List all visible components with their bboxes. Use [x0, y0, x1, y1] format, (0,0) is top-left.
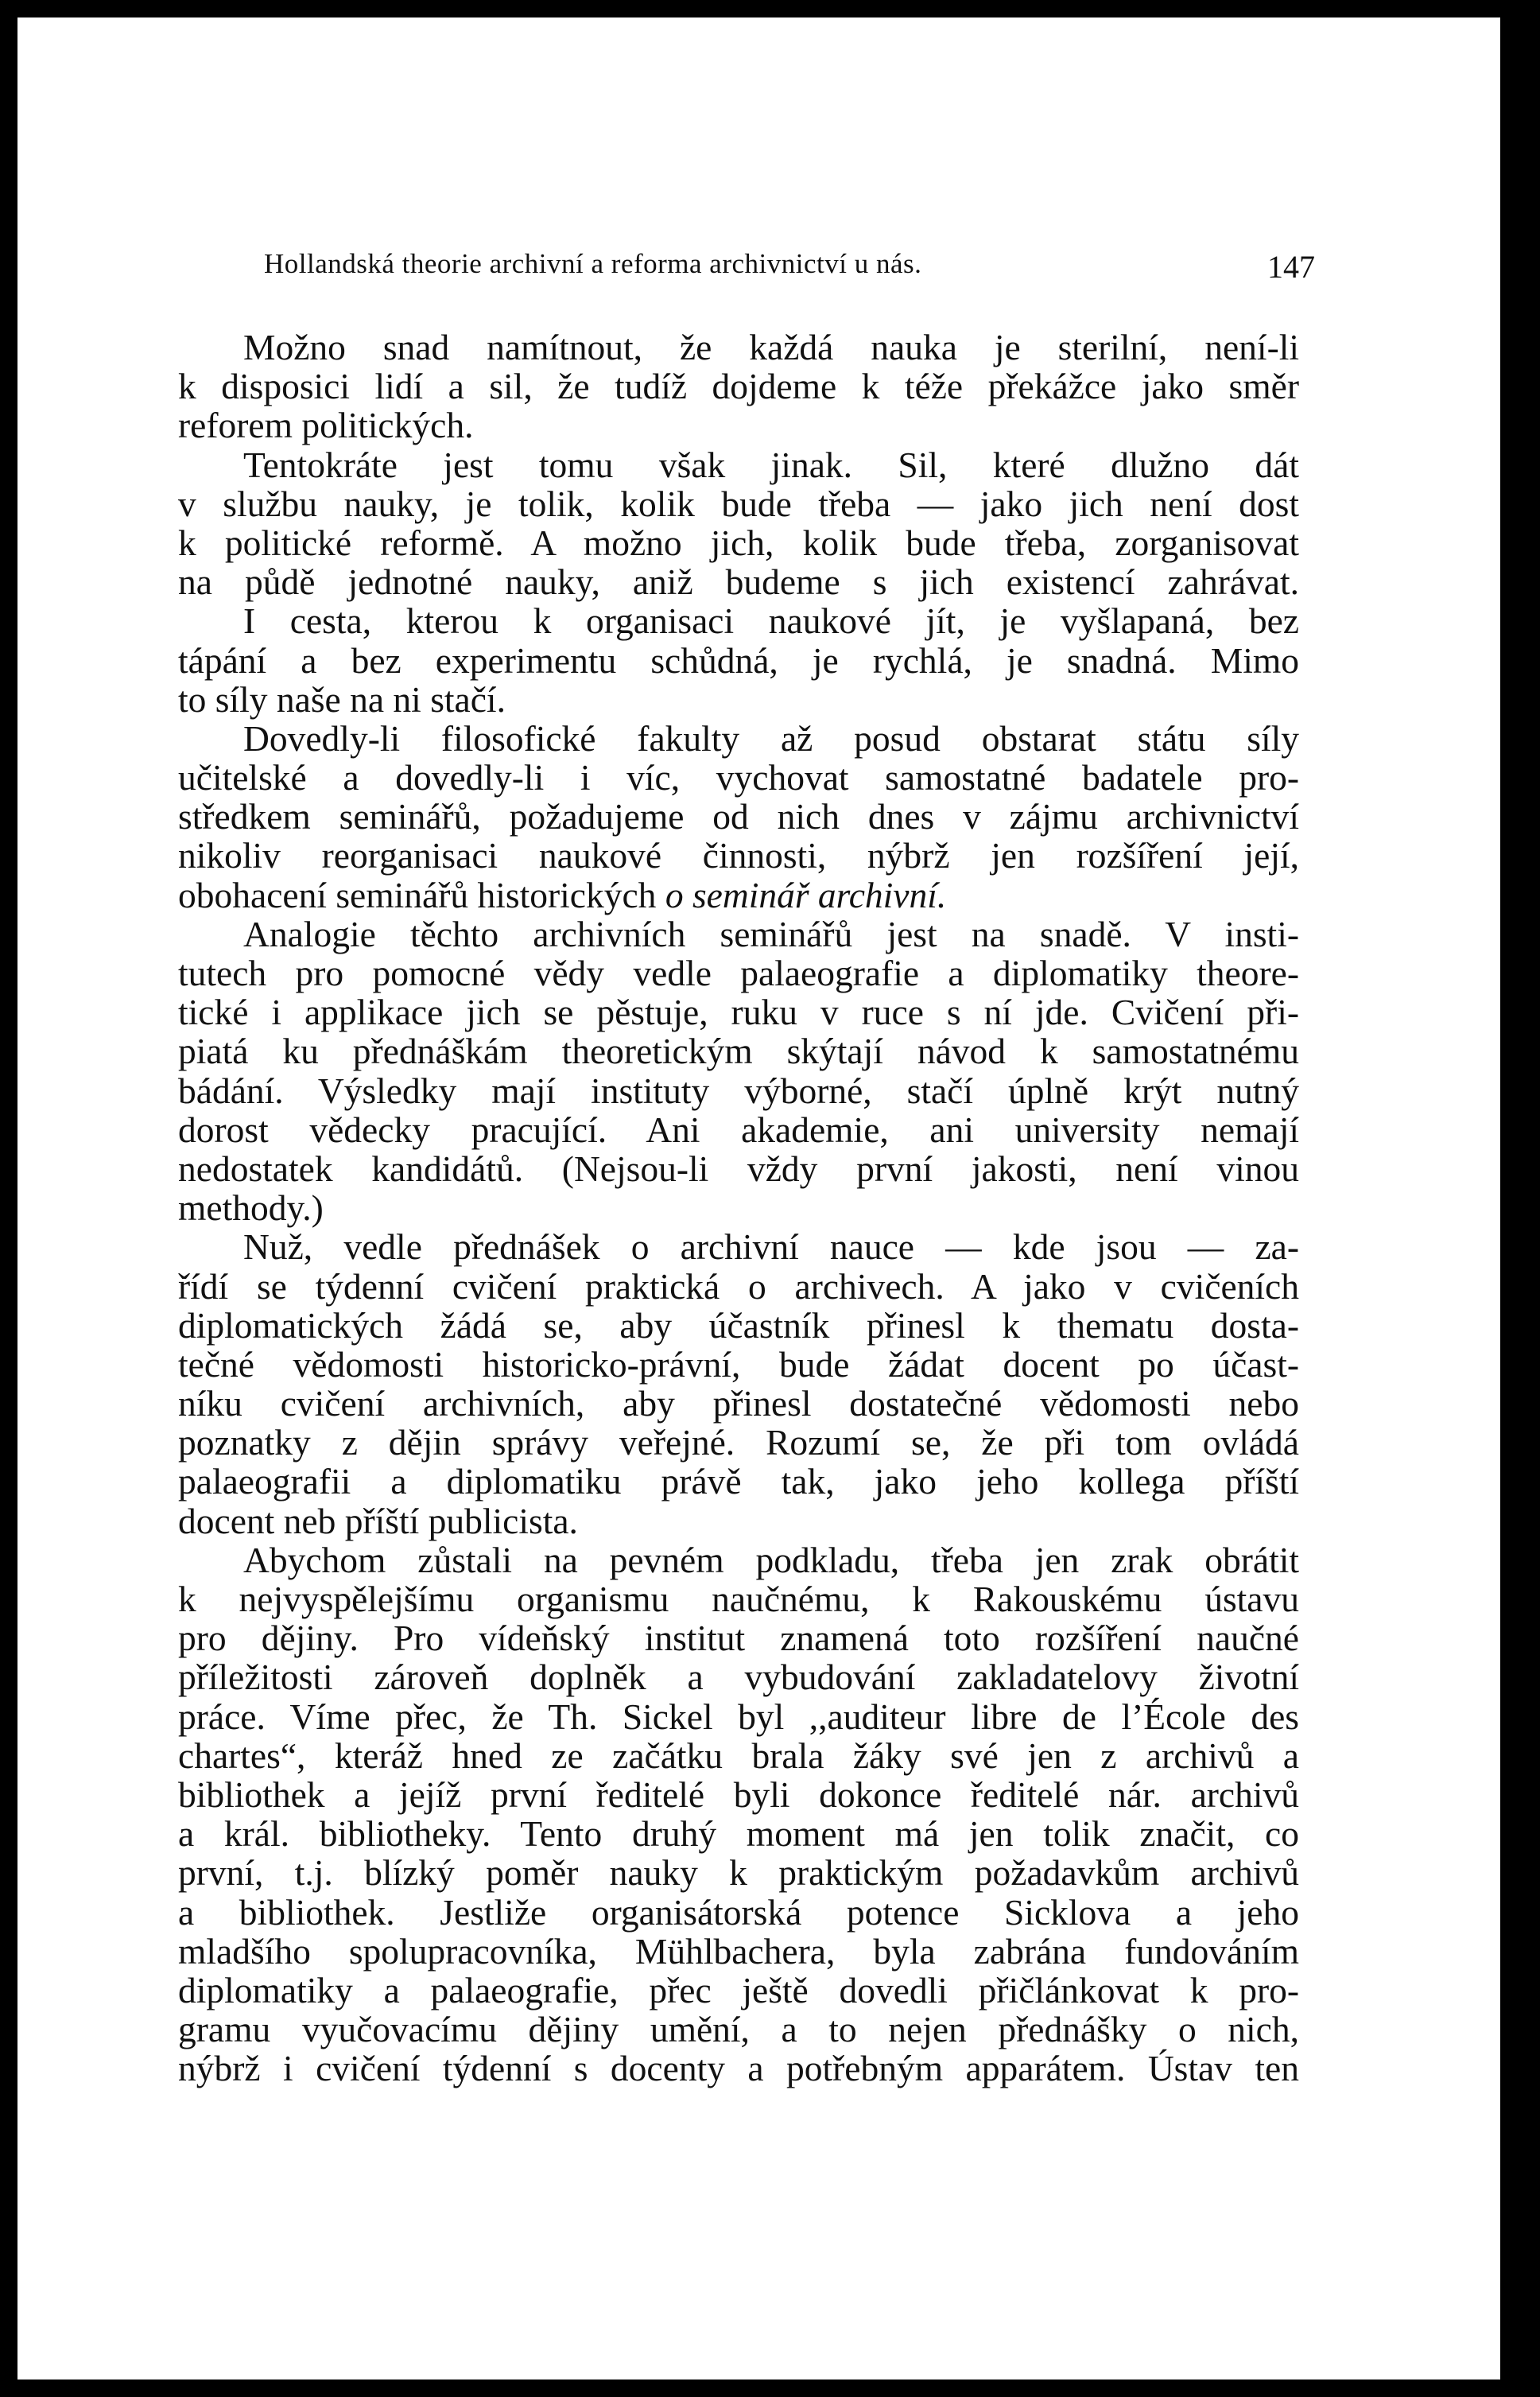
text-line: methody.)	[178, 1187, 324, 1229]
text-line: diplomatiky a palaeografie, přec ještě dovedli přičlánkovat k pro-	[178, 1969, 1299, 2010]
text-line: Nuž, vedle přednášek o archivní nauce — kde jsou — za-	[243, 1226, 1299, 1268]
text-line: bádání. Výsledky mají instituty výborné, stačí úplně krýt nutný	[178, 1070, 1299, 1111]
text-line	[178, 876, 1299, 915]
text-line: tápání a bez experimentu schůdná, je rychlá, je snadná. Mimo	[178, 639, 1299, 681]
running-header: Hollandská theorie archivní a reforma archivnictví u nás.	[264, 248, 922, 279]
text-line: na půdě jednotné nauky, aniž budeme s jich existencí zahrávat.	[178, 561, 1299, 603]
text-line: reforem politických.	[178, 405, 474, 446]
text-line: I cesta, kterou k organisaci naukové jít, je vyšlapaná, bez	[243, 600, 1299, 642]
text-line: a král. bibliotheky. Tento druhý moment má jen tolik značit, co	[178, 1813, 1299, 1855]
text-line: Možno snad namítnout, že každá nauka je sterilní, není-li	[243, 327, 1299, 367]
text-line: práce. Víme přec, že Th. Sickel byl ,,auditeur libre de l’École des	[178, 1696, 1299, 1737]
text-line: bibliothek a jejíž první ředitelé byli dokonce ředitelé nár. archivů	[178, 1773, 1299, 1815]
text-line: k politické reformě. A možno jich, kolik bude třeba, zorganisovat	[178, 522, 1299, 563]
book-page	[17, 17, 1500, 2380]
text-line: pro dějiny. Pro vídeňský institut znamená toto rozšíření naučné	[178, 1618, 1299, 1659]
text-line: Abychom zůstali na pevném podkladu, třeba jen zrak obrátit	[243, 1539, 1299, 1580]
text-line: Dovedly-li filosofické fakulty až posud obstarat státu síly	[243, 717, 1299, 759]
text-line: docent neb příští publicista.	[178, 1500, 578, 1541]
text-line: piatá ku přednáškám theoretickým skýtají návod k samostatnému	[178, 1031, 1299, 1072]
text-line: tečné vědomosti historicko-právní, bude žádat docent po účast-	[178, 1343, 1299, 1385]
text-line: první, t.j. blízký poměr nauky k praktickým požadavkům archivů	[178, 1852, 1299, 1894]
text-line: Tentokráte jest tomu však jinak. Sil, které dlužno dát	[243, 444, 1299, 485]
text-line: k nejvyspělejšímu organismu naučnému, k Rakouskému ústavu	[178, 1579, 1299, 1619]
text-line: příležitosti zároveň doplněk a vybudování zakladatelovy životní	[178, 1657, 1299, 1698]
text-line: palaeografii a diplomatiku právě tak, jako jeho kollega příští	[178, 1461, 1299, 1502]
text-line: níku cvičení archivních, aby přinesl dostatečné vědomosti nebo	[178, 1383, 1299, 1424]
text-line: k disposici lidí a sil, že tudíž dojdeme k téže překážce jako směr	[178, 366, 1299, 407]
text-line: poznatky z dějin správy veřejné. Rozumí se, že při tom ovládá	[178, 1422, 1299, 1463]
text-line: gramu vyučovacímu dějiny umění, a to nejen přednášky o nich,	[178, 2009, 1299, 2050]
text-line: v službu nauky, je tolik, kolik bude třeba — jako jich není dost	[178, 483, 1299, 524]
text-line: středkem seminářů, požadujeme od nich dnes v zájmu archivnictví	[178, 796, 1299, 837]
text-line: nýbrž i cvičení týdenní s docenty a potřebným apparátem. Ústav ten	[178, 2048, 1299, 2089]
text-line: učitelské a dovedly-li i víc, vychovat samostatné badatele pro-	[178, 757, 1299, 798]
text-line: tické i applikace jich se pěstuje, ruku v ruce s ní jde. Cvičení při-	[178, 992, 1299, 1033]
text-line: mladšího spolupracovníka, Mühlbachera, byla zabrána fundováním	[178, 1930, 1299, 1972]
page-number: 147	[1267, 249, 1315, 285]
text-line: chartes“, kteráž hned ze začátku brala žáky své jen z archivů a	[178, 1735, 1299, 1776]
text-line: tutech pro pomocné vědy vedle palaeografie a diplomatiky theore-	[178, 953, 1299, 993]
text-line: nikoliv reorganisaci naukové činnosti, nýbrž jen rozšíření její,	[178, 835, 1299, 876]
text-line-segment: obohacení seminářů historických	[178, 874, 657, 915]
text-line: diplomatických žádá se, aby účastník přinesl k thematu dosta-	[178, 1304, 1299, 1346]
text-line: řídí se týdenní cvičení praktická o archivech. A jako v cvičeních	[178, 1265, 1299, 1307]
text-line: dorost vědecky pracující. Ani akademie, ani university nemají	[178, 1109, 1299, 1150]
text-line: to síly naše na ni stačí.	[178, 678, 506, 720]
text-line: a bibliothek. Jestliže organisátorská potence Sicklova a jeho	[178, 1891, 1299, 1933]
body-text	[178, 328, 1299, 2088]
text-line: Analogie těchto archivních seminářů jest na snadě. V insti-	[243, 913, 1299, 954]
italic-phrase: o seminář archivní.	[665, 874, 947, 915]
text-line: nedostatek kandidátů. (Nejsou-li vždy první jakosti, není vinou	[178, 1148, 1299, 1189]
